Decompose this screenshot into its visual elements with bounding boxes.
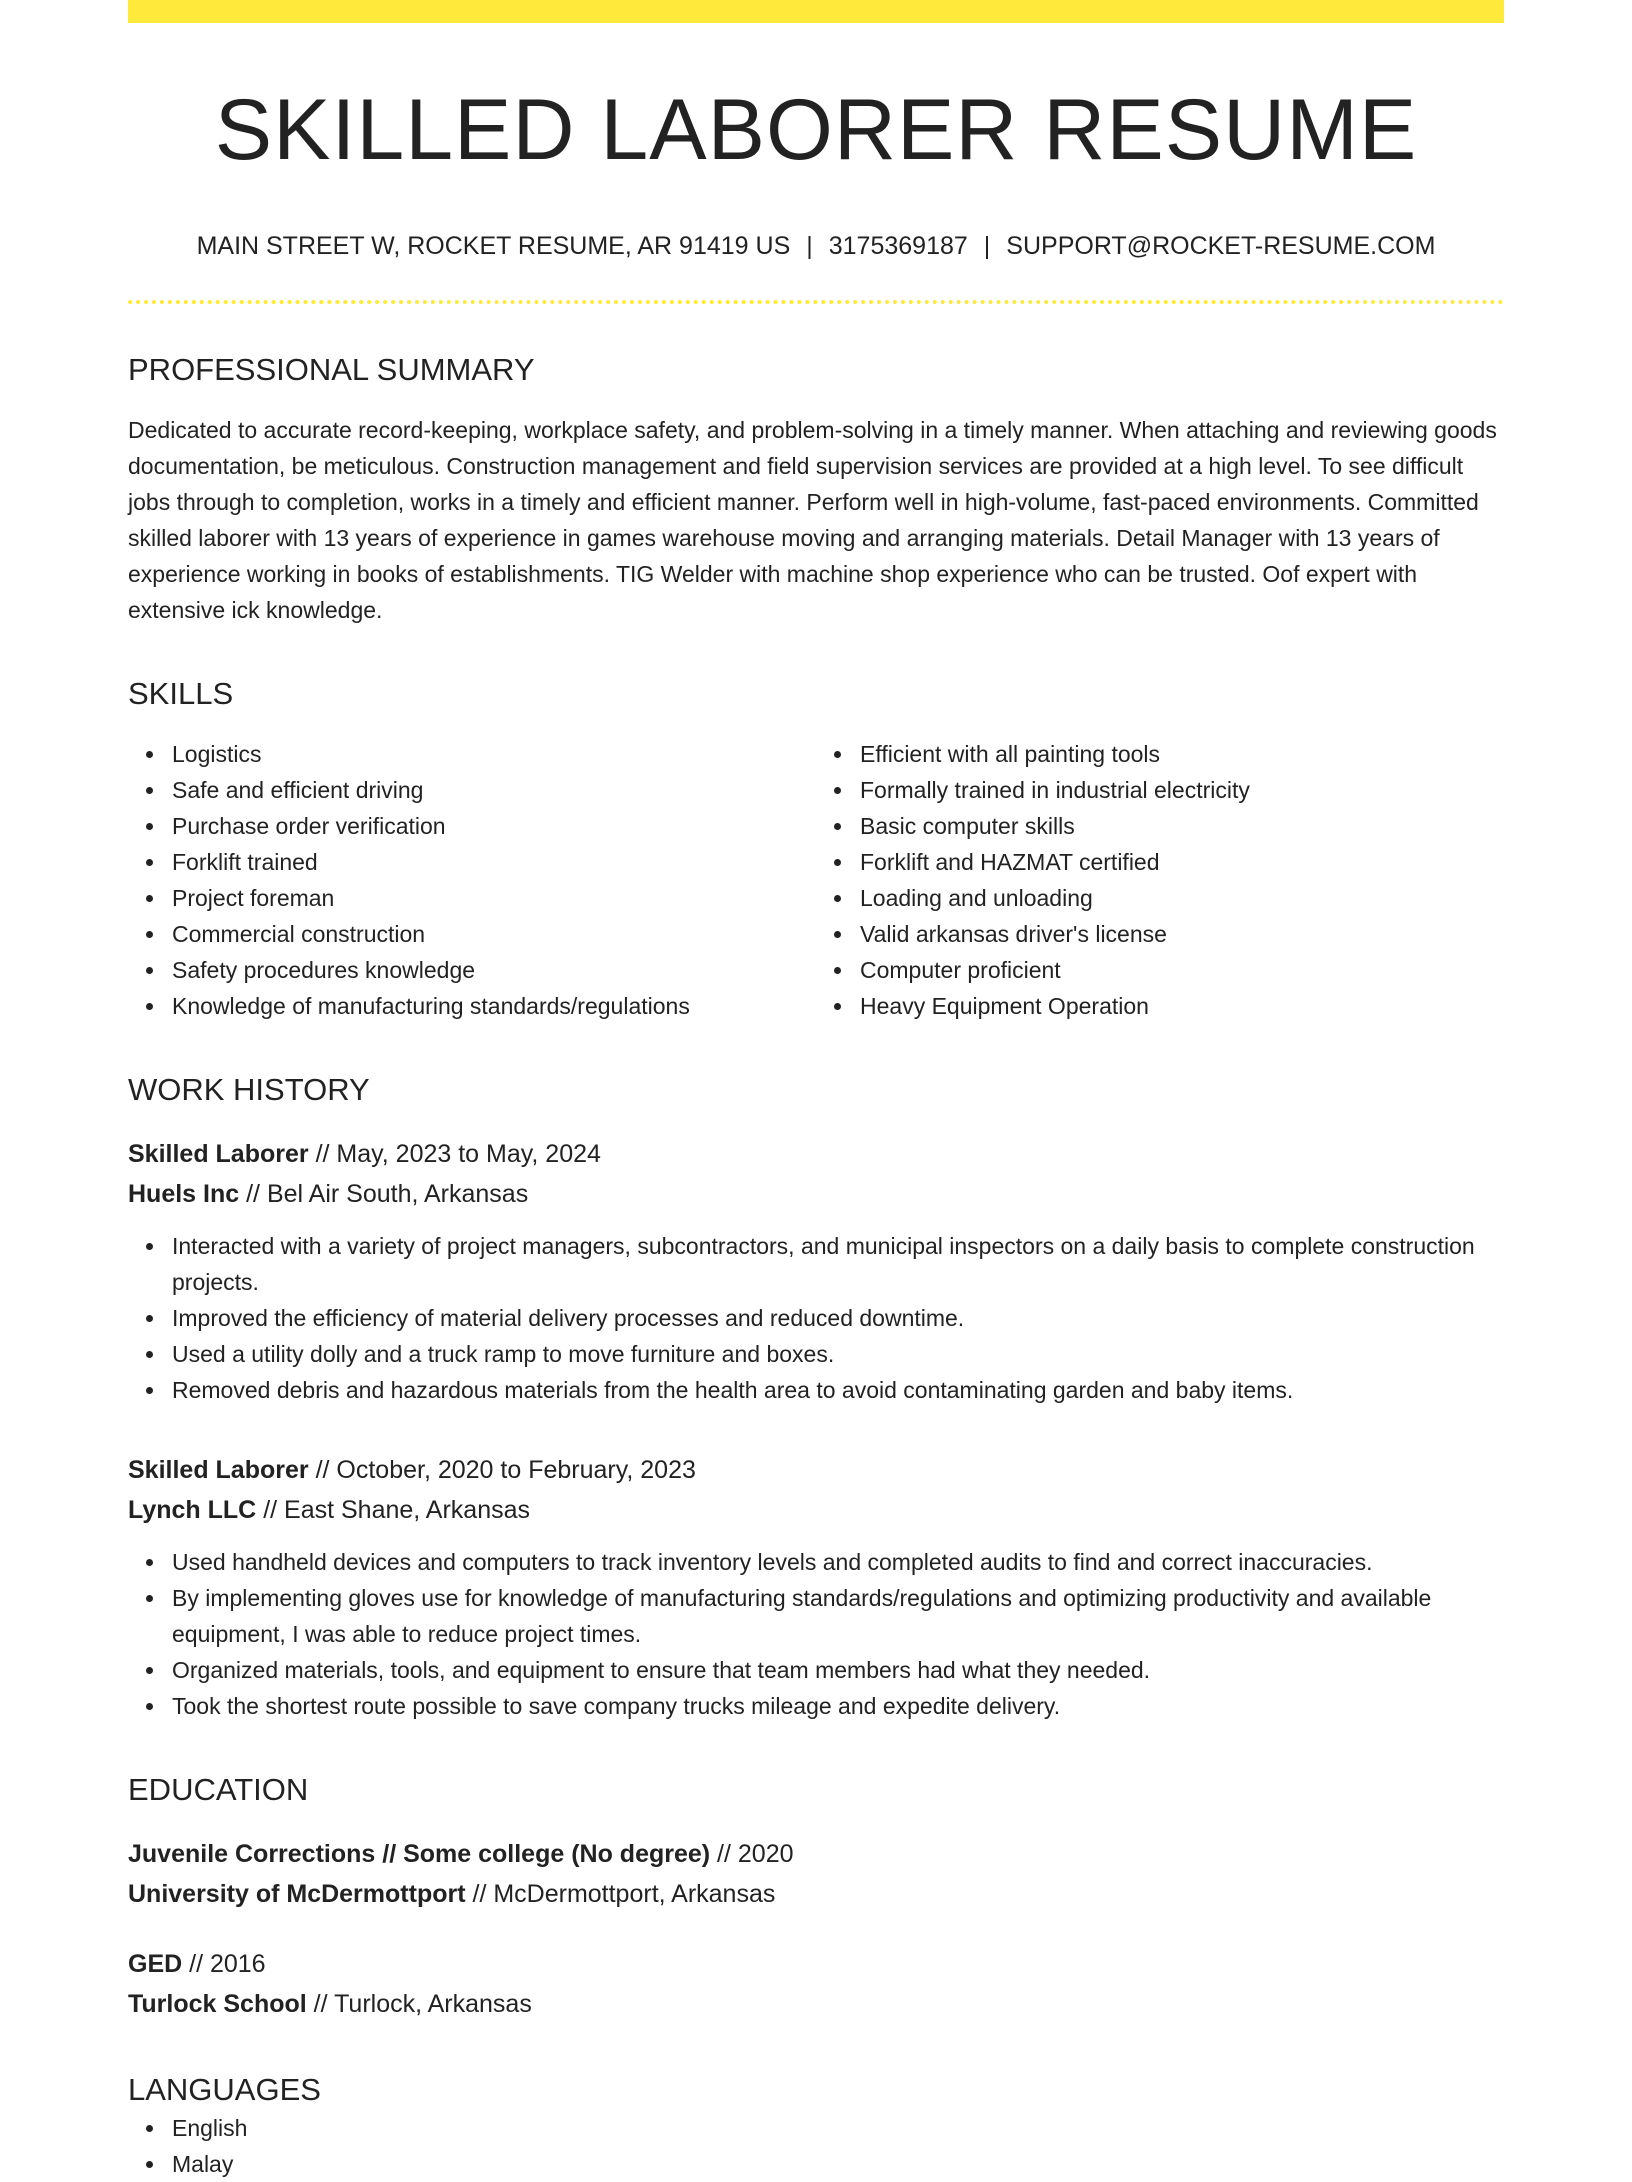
education-degree-line xyxy=(128,1834,1504,1874)
skill-item: Efficient with all painting tools xyxy=(860,736,1504,772)
job-company: Lynch LLC xyxy=(128,1496,257,1524)
contact-line xyxy=(128,230,1504,262)
work-history-heading: WORK HISTORY xyxy=(128,1072,370,1107)
education-entry xyxy=(128,1834,1504,1914)
education-degree-line xyxy=(128,1944,1504,1984)
skill-item: Formally trained in industrial electricity xyxy=(860,772,1504,808)
job-title-line xyxy=(128,1450,1504,1490)
education-school: Turlock School xyxy=(128,1990,307,2018)
skills-grid xyxy=(128,736,1504,1024)
summary-text: Dedicated to accurate record-keeping, workplace safety, and problem-solving in a timely manner. When attaching and reviewing goods documentation, be meticulous. Construction management and field supervision services are provided at a high level. To see difficult jobs through to completion, works in a timely and efficient manner. Perform well in high-volume, fast-paced environments. Committed skilled laborer with 13 years of experience in games warehouse moving and arranging materials. Detail Manager with 13 years of experience working in books of establishments. TIG Welder with machine shop experience who can be trusted. Oof expert with extensive ick knowledge. xyxy=(128,417,1497,623)
education-degree: Juvenile Corrections // Some college (No degree) xyxy=(128,1840,711,1868)
education-school-line xyxy=(128,1984,1504,2024)
skill-item: Safe and efficient driving xyxy=(172,772,816,808)
skills-list-right xyxy=(816,736,1504,1024)
skill-item: Loading and unloading xyxy=(860,880,1504,916)
job-company-line xyxy=(128,1490,1504,1530)
education-year: // 2016 xyxy=(182,1950,266,1978)
job-duty: Improved the efficiency of material delivery processes and reduced downtime. xyxy=(172,1300,1504,1336)
job-role: Skilled Laborer xyxy=(128,1456,309,1484)
summary-heading: PROFESSIONAL SUMMARY xyxy=(128,352,535,387)
job-role: Skilled Laborer xyxy=(128,1140,309,1168)
education-degree: GED xyxy=(128,1950,183,1978)
job-dates: // October, 2020 to February, 2023 xyxy=(308,1456,696,1484)
skill-item: Commercial construction xyxy=(172,916,816,952)
language-item: Malay xyxy=(172,2146,1504,2182)
job-duty: Removed debris and hazardous materials from the health area to avoid contaminating garden and baby items. xyxy=(172,1372,1504,1408)
job-duty: By implementing gloves use for knowledge of manufacturing standards/regulations and optimizing productivity and available equipment, I was able to reduce project times. xyxy=(172,1580,1504,1652)
skill-item: Basic computer skills xyxy=(860,808,1504,844)
skill-item: Valid arkansas driver's license xyxy=(860,916,1504,952)
skills-list-left xyxy=(128,736,816,1024)
job-entry xyxy=(128,1134,1504,1408)
skills-column-left xyxy=(128,736,816,1024)
education-school-line xyxy=(128,1874,1504,1914)
education-year: // 2020 xyxy=(710,1840,794,1868)
resume-content xyxy=(128,0,1504,2182)
job-dates: // May, 2023 to May, 2024 xyxy=(308,1140,601,1168)
education-entry xyxy=(128,1944,1504,2024)
contact-phone: 3175369187 xyxy=(828,232,968,260)
skills-heading: SKILLS xyxy=(128,676,234,711)
job-company: Huels Inc xyxy=(128,1180,240,1208)
job-location: // Bel Air South, Arkansas xyxy=(239,1180,529,1208)
job-location: // East Shane, Arkansas xyxy=(256,1496,531,1524)
job-duty: Used handheld devices and computers to track inventory levels and completed audits to find and correct inaccuracies. xyxy=(172,1544,1504,1580)
job-company-line xyxy=(128,1174,1504,1214)
contact-separator: | xyxy=(983,232,991,260)
job-entry xyxy=(128,1450,1504,1724)
skill-item: Computer proficient xyxy=(860,952,1504,988)
job-duty: Organized materials, tools, and equipment to ensure that team members had what they needed. xyxy=(172,1652,1504,1688)
skill-item: Safety procedures knowledge xyxy=(172,952,816,988)
job-duties-list xyxy=(128,1544,1504,1724)
skill-item: Logistics xyxy=(172,736,816,772)
education-heading: EDUCATION xyxy=(128,1772,309,1807)
job-duty: Interacted with a variety of project managers, subcontractors, and municipal inspectors on a daily basis to complete construction projects. xyxy=(172,1228,1504,1300)
job-title-line xyxy=(128,1134,1504,1174)
language-item: English xyxy=(172,2110,1504,2146)
skill-item: Purchase order verification xyxy=(172,808,816,844)
skill-item: Knowledge of manufacturing standards/regulations xyxy=(172,988,816,1024)
skills-column-right xyxy=(816,736,1504,1024)
contact-email: SUPPORT@ROCKET-RESUME.COM xyxy=(1006,232,1436,260)
job-duties-list xyxy=(128,1228,1504,1408)
education-location: // Turlock, Arkansas xyxy=(306,1990,532,2018)
contact-separator: | xyxy=(806,232,813,260)
skill-item: Forklift and HAZMAT certified xyxy=(860,844,1504,880)
resume-title: SKILLED LABORER RESUME xyxy=(214,82,1418,178)
education-school: University of McDermottport xyxy=(128,1880,466,1908)
skill-item: Project foreman xyxy=(172,880,816,916)
education-location: // McDermottport, Arkansas xyxy=(465,1880,776,1908)
contact-address: MAIN STREET W, ROCKET RESUME, AR 91419 US xyxy=(196,232,791,260)
languages-heading: LANGUAGES xyxy=(128,2072,321,2107)
header-divider xyxy=(128,300,1504,304)
job-duty: Used a utility dolly and a truck ramp to move furniture and boxes. xyxy=(172,1336,1504,1372)
skill-item: Heavy Equipment Operation xyxy=(860,988,1504,1024)
skill-item: Forklift trained xyxy=(172,844,816,880)
languages-list xyxy=(128,2110,1504,2182)
job-duty: Took the shortest route possible to save company trucks mileage and expedite delivery. xyxy=(172,1688,1504,1724)
